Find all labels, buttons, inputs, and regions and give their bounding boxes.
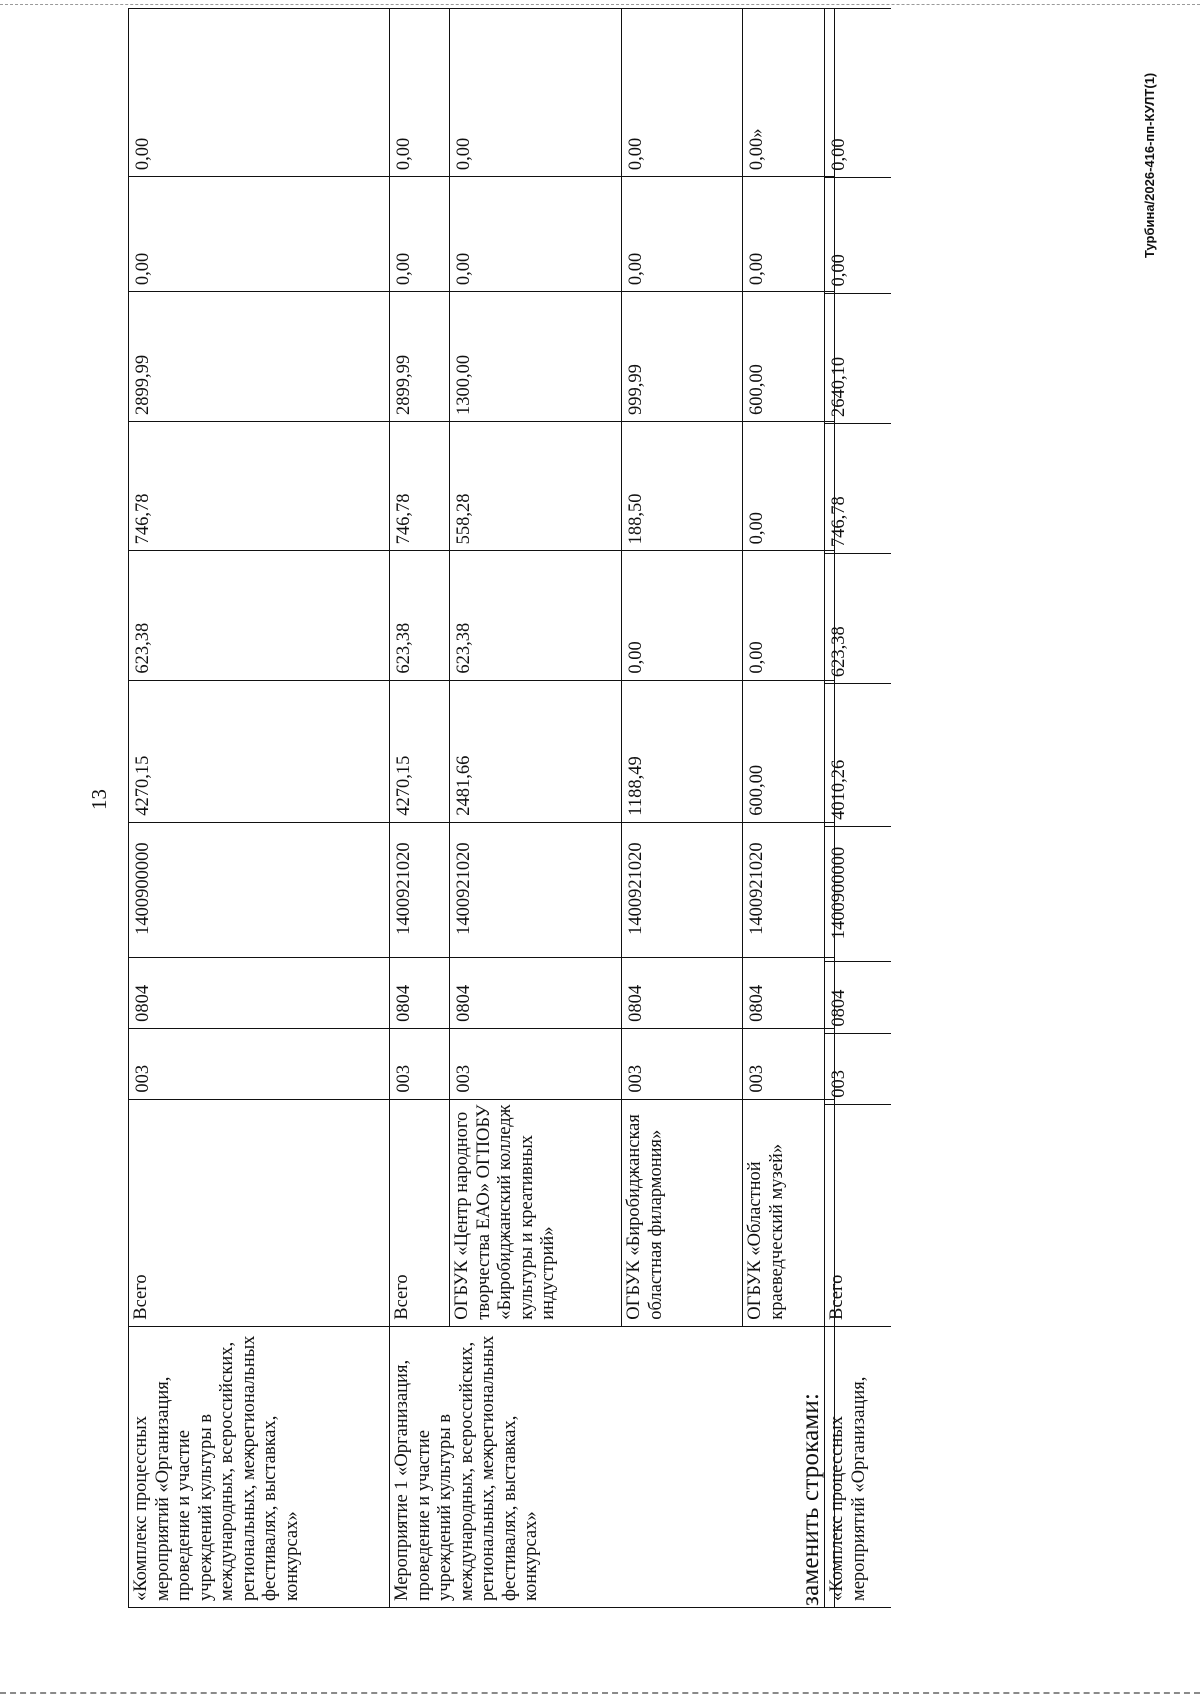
row-year-3: 600,00 bbox=[743, 292, 835, 422]
row-year-2: 746,78 bbox=[390, 422, 450, 551]
row-grbs: 003 bbox=[450, 1028, 622, 1099]
row-year-3: 1300,00 bbox=[450, 292, 622, 422]
row-year-4: 0,00 bbox=[390, 177, 450, 292]
row-rz: 0804 bbox=[622, 957, 743, 1028]
row-year-5: 0,00» bbox=[743, 9, 835, 177]
row-name: «Комплекс процессных мероприятий «Организация, проведение и участие учреждений культуры в международных, всероссийских, региональных, межрегиональных фестивалях, выставках, конкурсах» bbox=[129, 1326, 390, 1607]
row-executor: ОГБУК «Центр народного творчества ЕАО» ОГПОБУ «Биробиджанский колледж культуры и креативных индустрий» bbox=[450, 1099, 622, 1326]
replace-instruction: заменить строками: bbox=[797, 1392, 824, 1606]
scan-edge-bottom bbox=[0, 1692, 1200, 1694]
row-csr: 1400921020 bbox=[450, 822, 622, 957]
row-year-5: 0,00 bbox=[825, 9, 891, 178]
row-grbs: 003 bbox=[390, 1028, 450, 1099]
row-year-1: 0,00 bbox=[622, 551, 743, 680]
row-grbs: 003 bbox=[825, 1033, 891, 1104]
row-year-2: 0,00 bbox=[743, 422, 835, 551]
row-year-1: 623,38 bbox=[390, 551, 450, 680]
row-csr: 1400921020 bbox=[622, 822, 743, 957]
row-total: 4270,15 bbox=[129, 680, 390, 822]
page-number: 13 bbox=[87, 789, 111, 810]
row-year-2: 188,50 bbox=[622, 422, 743, 551]
scan-edge-top bbox=[0, 4, 1200, 5]
row-year-2: 746,78 bbox=[825, 424, 891, 554]
row-executor: Всего bbox=[129, 1099, 390, 1326]
row-year-4: 0,00 bbox=[825, 177, 891, 293]
row-year-5: 0,00 bbox=[450, 9, 622, 177]
row-year-5: 0,00 bbox=[129, 9, 390, 177]
row-grbs: 003 bbox=[743, 1028, 835, 1099]
row-csr: 1400921020 bbox=[743, 822, 835, 957]
row-csr: 1400900000 bbox=[129, 822, 390, 957]
row-year-5: 0,00 bbox=[622, 9, 743, 177]
replacement-table bbox=[824, 8, 891, 1608]
row-year-4: 0,00 bbox=[743, 177, 835, 292]
row-name: «Комплекс процессных мероприятий «Организация, bbox=[825, 1327, 891, 1608]
table-row bbox=[390, 9, 450, 1608]
row-year-1: 623,38 bbox=[129, 551, 390, 680]
row-year-3: 2640,10 bbox=[825, 293, 891, 424]
row-total: 2481,66 bbox=[450, 680, 622, 822]
table-row bbox=[825, 9, 891, 1608]
budget-table bbox=[128, 8, 835, 1608]
row-rz: 0804 bbox=[743, 957, 835, 1028]
rotated-page-content bbox=[128, 8, 888, 1608]
row-executor: Всего bbox=[390, 1099, 450, 1326]
row-total: 600,00 bbox=[743, 680, 835, 822]
row-year-2: 746,78 bbox=[129, 422, 390, 551]
row-year-2: 558,28 bbox=[450, 422, 622, 551]
row-total: 4270,15 bbox=[390, 680, 450, 822]
row-rz: 0804 bbox=[390, 957, 450, 1028]
row-name: Мероприятие 1 «Организация, проведение и участие учреждений культуры в международных, всероссийских, региональных, межрегиональных фестивалях, выставках, конкурсах» bbox=[390, 1326, 835, 1607]
row-year-3: 2899,99 bbox=[129, 292, 390, 422]
row-executor: ОГБУК «Областной краеведческий музей» bbox=[743, 1099, 835, 1326]
row-year-5: 0,00 bbox=[390, 9, 450, 177]
row-csr: 1400900000 bbox=[825, 826, 891, 961]
row-year-3: 999,99 bbox=[622, 292, 743, 422]
table-row bbox=[129, 9, 390, 1608]
row-year-4: 0,00 bbox=[622, 177, 743, 292]
document-code: Турбина/2026-416-пп-КУЛТ(1) bbox=[1142, 72, 1157, 258]
row-year-4: 0,00 bbox=[129, 177, 390, 292]
row-grbs: 003 bbox=[622, 1028, 743, 1099]
row-executor: ОГБУК «Биробиджанская областная филармония» bbox=[622, 1099, 743, 1326]
row-executor: Всего bbox=[825, 1104, 891, 1326]
row-grbs: 003 bbox=[129, 1028, 390, 1099]
row-rz: 0804 bbox=[129, 957, 390, 1028]
row-rz: 0804 bbox=[825, 962, 891, 1034]
row-year-1: 623,38 bbox=[450, 551, 622, 680]
row-total: 4010,26 bbox=[825, 684, 891, 827]
row-csr: 1400921020 bbox=[390, 822, 450, 957]
row-rz: 0804 bbox=[450, 957, 622, 1028]
row-year-4: 0,00 bbox=[450, 177, 622, 292]
row-total: 1188,49 bbox=[622, 680, 743, 822]
row-year-3: 2899,99 bbox=[390, 292, 450, 422]
row-year-1: 0,00 bbox=[743, 551, 835, 680]
row-year-1: 623,38 bbox=[825, 554, 891, 684]
